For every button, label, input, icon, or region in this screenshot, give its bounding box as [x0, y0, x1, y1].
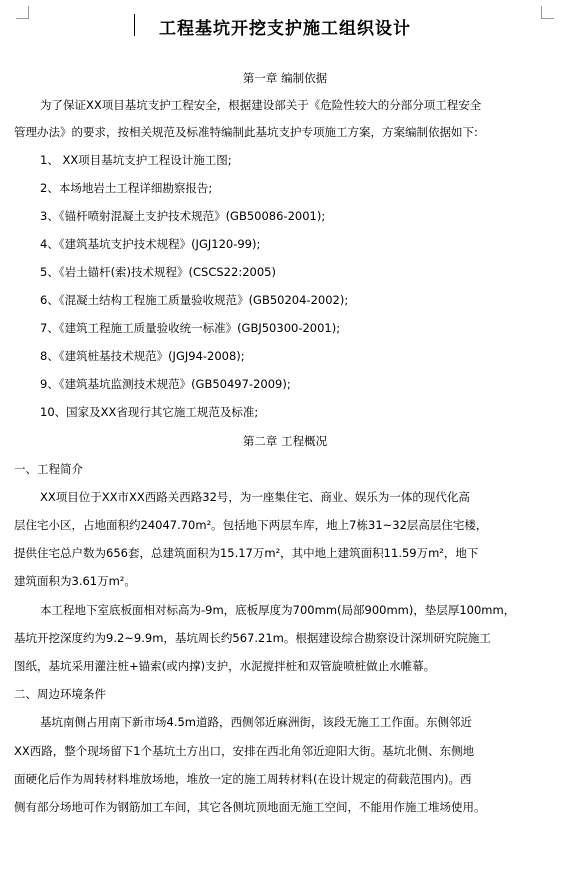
paragraph-line: XX项目位于XX市XX西路关西路32号，为一座集住宅、商业、娱乐为一体的现代化高 [40, 490, 470, 504]
paragraph-line: 提供住宅总户数为656套，总建筑面积为15.17万m²，其中地上建筑面积11.59万m²，地下 [14, 546, 479, 560]
section-heading: 一、工程简介 [14, 462, 83, 476]
paragraph-line: 为了保证XX项目基坑支护工程安全，根据建设部关于《危险性较大的分部分项工程安全 [40, 98, 482, 112]
basis-item: 9、《建筑基坑监测技术规范》(GB50497-2009); [40, 377, 291, 391]
paragraph-line: 侧有部分场地可作为钢筋加工车间，其它各侧坑顶地面无施工空间，不能用作施工堆场使用。 [14, 800, 486, 814]
basis-item: 10、国家及XX省现行其它施工规范及标准; [40, 405, 259, 419]
paragraph-line: 基坑南侧占用南下新市场4.5m道路，西侧邻近麻洲街，该段无施工工作面。东侧邻近 [40, 715, 472, 729]
paragraph-line: 本工程地下室底板面相对标高为-9m，底板厚度为700mm(局部900mm)，垫层厚100mm， [40, 603, 516, 617]
basis-item: 4、《建筑基坑支护技术规程》(JGJ120-99); [40, 237, 261, 251]
basis-item: 3、《锚杆喷射混凝土支护技术规范》(GB50086-2001); [40, 209, 326, 223]
paragraph-line: 面硬化后作为周转材料堆放场地，堆放一定的施工周转材料(在设计规定的荷载范围内)。西 [14, 772, 472, 786]
basis-item: 7、《建筑工程施工质量验收统一标准》(GBJ50300-2001); [40, 321, 341, 335]
paragraph-line: 图纸，基坑采用灌注桩+锚索(或内撑)支护，水泥搅拌桩和双管旋喷桩做止水帷幕。 [14, 659, 436, 673]
basis-item: 1、 XX项目基坑支护工程设计施工图; [40, 153, 232, 167]
document-title: 工程基坑开挖支护施工组织设计 [159, 19, 411, 39]
paragraph-line: XX西路，整个现场留下1个基坑土方出口，安排在西北角邻近迎阳大街。基坑北侧、东侧地 [14, 744, 475, 758]
basis-item: 5、《岩土锚杆(索)技术规程》(CSCS22:2005) [40, 265, 276, 279]
paragraph-line: 管理办法》的要求，按相关规范及标准特编制此基坑支护专项施工方案，方案编制依据如下: [14, 125, 478, 139]
basis-item: 2、本场地岩土工程详细勘察报告; [40, 181, 213, 195]
paragraph-line: 层住宅小区，占地面积约24047.70m²。包括地下两层车库，地上7栋31~32层高层住宅楼， [14, 518, 488, 532]
chapter-2-heading: 第二章 工程概况 [242, 434, 328, 448]
basis-item: 8、《建筑桩基技术规范》(JGJ94-2008); [40, 349, 245, 363]
section-heading: 二、周边环境条件 [14, 687, 106, 701]
chapter-1-heading: 第一章 编制依据 [242, 71, 328, 85]
basis-item: 6、《混凝土结构工程施工质量验收规范》(GB50204-2002); [40, 293, 349, 307]
paragraph-line: 建筑面积为3.61万m²。 [14, 574, 136, 588]
paragraph-line: 基坑开挖深度约为9.2~9.9m，基坑周长约567.21m。根据建设综合勘察设计深圳研究院施工 [14, 631, 491, 645]
